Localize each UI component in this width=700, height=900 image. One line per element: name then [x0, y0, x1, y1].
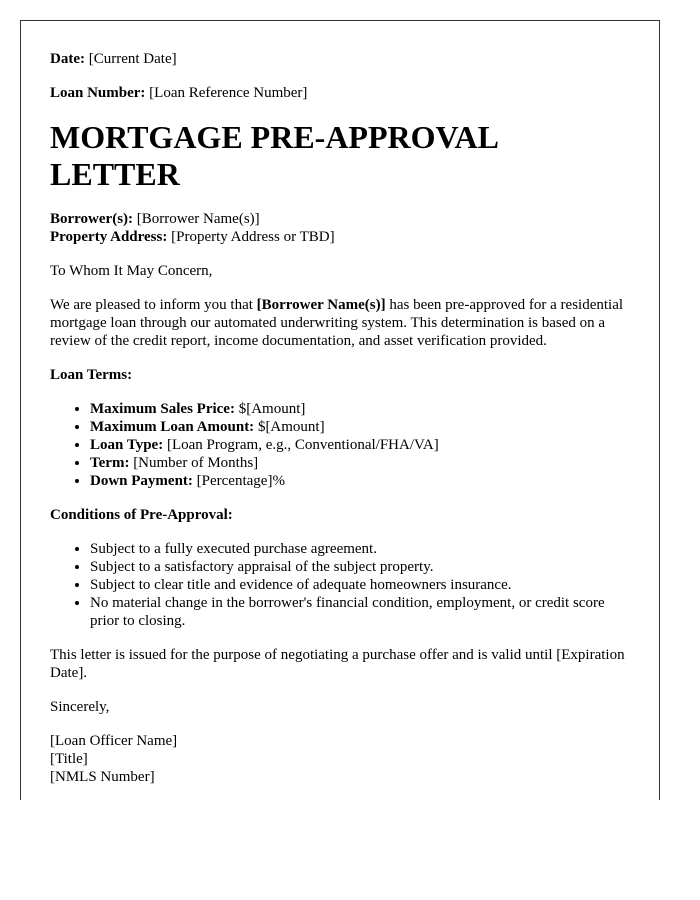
date-value: [Current Date]	[88, 51, 177, 67]
closing-paragraph: This letter is issued for the purpose of negotiating a purchase offer and is valid until [Expiration Date].	[50, 647, 625, 681]
loan-terms-heading: Loan Terms:	[50, 367, 133, 383]
borrowers-line	[50, 210, 633, 228]
date-label: Date:	[50, 51, 85, 67]
date-line	[50, 50, 633, 68]
loan-term-item	[90, 418, 633, 436]
salutation: To Whom It May Concern,	[50, 263, 213, 279]
borrower-info	[50, 210, 633, 246]
loan-term-item	[90, 436, 633, 454]
letter-page	[20, 20, 660, 800]
condition-item: • Subject to a fully executed purchase agreement.	[90, 540, 633, 558]
loan-number-value: [Loan Reference Number]	[149, 85, 308, 101]
property-address-value: [Property Address or TBD]	[171, 229, 335, 245]
loan-term-label: Loan Type:	[90, 437, 164, 453]
nmls-number: [NMLS Number]	[50, 769, 155, 785]
borrowers-label: Borrower(s):	[50, 211, 134, 227]
loan-term-value: $[Amount]	[238, 401, 306, 417]
loan-term-value: $[Amount]	[257, 419, 325, 435]
loan-term-item	[90, 400, 633, 418]
loan-term-item	[90, 454, 633, 472]
loan-term-label: Down Payment:	[90, 473, 193, 489]
property-address-line	[50, 228, 633, 246]
condition-item: • No material change in the borrower's financial condition, employment, or credit score prior to closing.	[90, 594, 633, 630]
signature-block	[50, 732, 633, 786]
loan-term-value: [Number of Months]	[133, 455, 259, 471]
loan-number-line	[50, 84, 633, 102]
loan-term-label: Term:	[90, 455, 130, 471]
loan-term-value: [Loan Program, e.g., Conventional/FHA/VA]	[166, 437, 439, 453]
intro-borrower-name: [Borrower Name(s)]	[256, 297, 386, 313]
loan-officer-title: [Title]	[50, 751, 88, 767]
intro-paragraph	[50, 296, 633, 350]
letter-title: MORTGAGE PRE-APPROVAL LETTER	[50, 119, 498, 192]
loan-officer-name: [Loan Officer Name]	[50, 733, 178, 749]
intro-text-after: has been pre-approved for a residential mortgage loan through our automated underwriting system. This determination is based on a review of the credit report, income documentation, and asset verification provided.	[50, 297, 624, 349]
loan-term-value: [Percentage]%	[196, 473, 285, 489]
loan-term-label: Maximum Loan Amount:	[90, 419, 255, 435]
letter-content	[50, 50, 633, 786]
conditions-heading: Conditions of Pre-Approval:	[50, 507, 233, 523]
closing-salutation: Sincerely,	[50, 699, 110, 715]
intro-text-before: We are pleased to inform you that	[50, 297, 257, 313]
loan-term-label: Maximum Sales Price:	[90, 401, 235, 417]
conditions-list	[50, 540, 633, 630]
loan-number-label: Loan Number:	[50, 85, 146, 101]
condition-item: • Subject to a satisfactory appraisal of the subject property.	[90, 558, 633, 576]
condition-item: • Subject to clear title and evidence of adequate homeowners insurance.	[90, 576, 633, 594]
property-address-label: Property Address:	[50, 229, 168, 245]
loan-terms-list	[50, 400, 633, 490]
borrowers-value: [Borrower Name(s)]	[136, 211, 260, 227]
loan-term-item	[90, 472, 633, 490]
